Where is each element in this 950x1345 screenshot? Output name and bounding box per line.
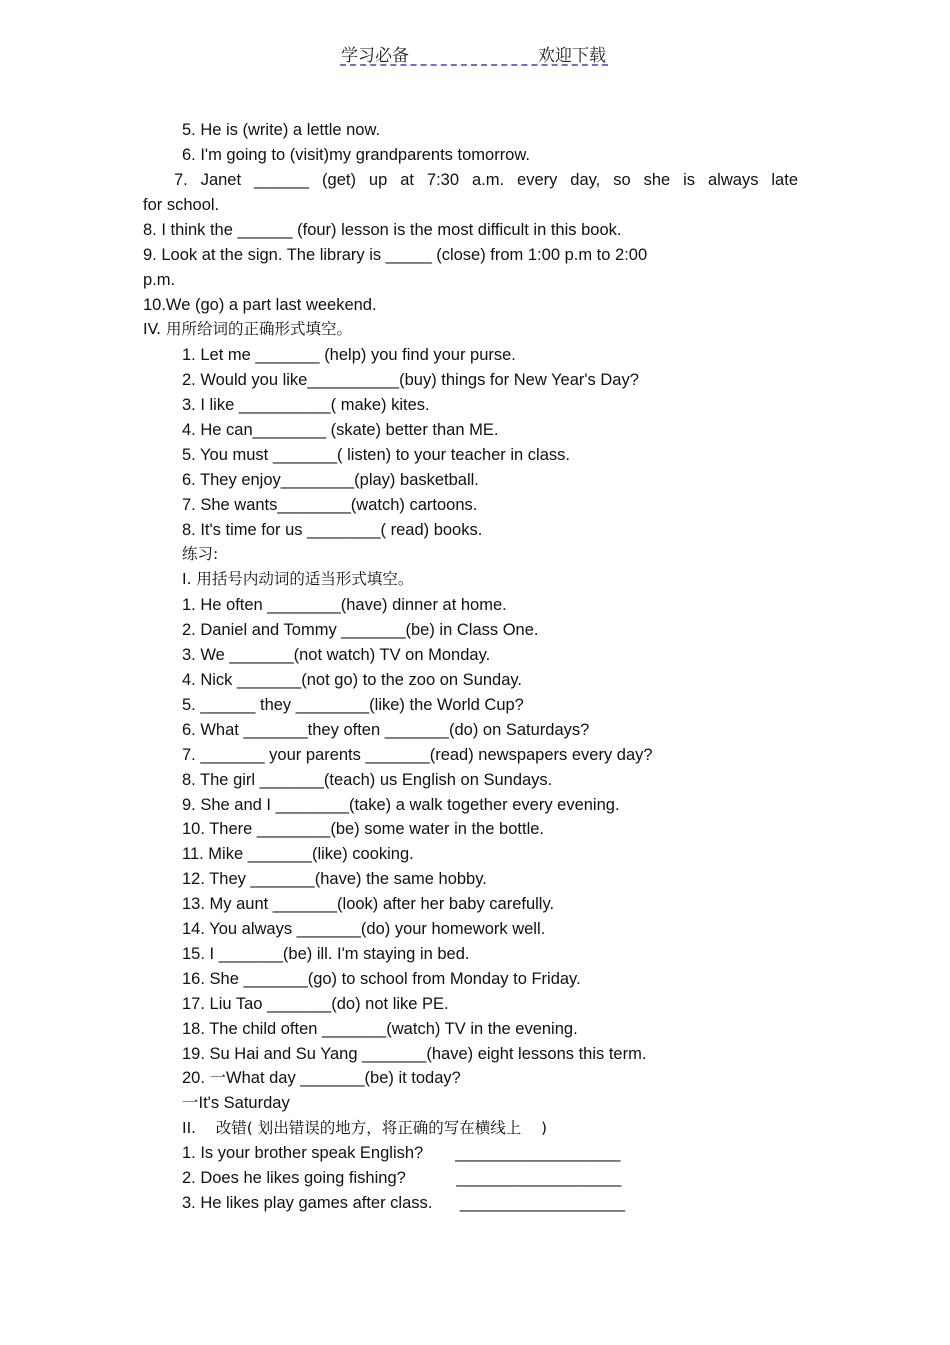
page-header	[340, 40, 608, 66]
text-line: for school.	[143, 196, 220, 214]
text-line: 2. Would you like__________(buy) things for New Year's Day?	[182, 371, 639, 389]
text-line: 9. Look at the sign. The library is _____ (close) from 1:00 p.m to 2:00	[143, 246, 648, 264]
text-line: 1. He often ________(have) dinner at home.	[182, 596, 507, 614]
text-line: 7. She wants________(watch) cartoons.	[182, 496, 478, 514]
text-line: 18. The child often _______(watch) TV in the evening.	[182, 1020, 578, 1038]
text-line: 5. He is (write) a lettle now.	[182, 121, 381, 139]
text-line: 3. We _______(not watch) TV on Monday.	[182, 646, 491, 664]
section-heading: II. 改错( 划出错误的地方，将正确的写在横线上 )	[182, 1119, 548, 1137]
text-line: 7. Janet ______ (get) up at 7:30 a.m. every day, so she is always late	[174, 171, 798, 189]
text-line: 1. Let me _______ (help) you find your purse.	[182, 346, 516, 364]
text-line: 一It's Saturday	[182, 1094, 290, 1112]
text-line: 6. What _______they often _______(do) on Saturdays?	[182, 721, 590, 739]
text-line: 3. He likes play games after class. __________________	[182, 1194, 626, 1212]
text-line: 8. I think the ______ (four) lesson is the most difficult in this book.	[143, 221, 622, 239]
header-left-text: 学习必备	[341, 46, 409, 66]
text-line: 15. I _______(be) ill. I'm staying in bed.	[182, 945, 470, 963]
text-line: 6. They enjoy________(play) basketball.	[182, 471, 479, 489]
text-line: 8. The girl _______(teach) us English on Sundays.	[182, 771, 553, 789]
section-heading: 练习:	[182, 545, 219, 563]
header-right-text: 欢迎下载	[538, 46, 606, 66]
section-heading: I. 用括号内动词的适当形式填空。	[182, 570, 414, 588]
text-line: 7. _______ your parents _______(read) newspapers every day?	[182, 746, 653, 764]
text-line: 1. Is your brother speak English? __________________	[182, 1144, 621, 1162]
text-line: 10. There ________(be) some water in the bottle.	[182, 820, 545, 838]
text-line: 6. I'm going to (visit)my grandparents tomorrow.	[182, 146, 530, 164]
text-line: 4. He can________ (skate) better than ME.	[182, 421, 499, 439]
text-line: 20. 一What day _______(be) it today?	[182, 1069, 461, 1087]
text-line: 4. Nick _______(not go) to the zoo on Sunday.	[182, 671, 523, 689]
text-line: 16. She _______(go) to school from Monday to Friday.	[182, 970, 581, 988]
text-line: 10.We (go) a part last weekend.	[143, 296, 377, 314]
text-line: 2. Does he likes going fishing? __________________	[182, 1169, 622, 1187]
text-line: 14. You always _______(do) your homework well.	[182, 920, 546, 938]
text-line: 5. You must _______( listen) to your teacher in class.	[182, 446, 570, 464]
text-line: 11. Mike _______(like) cooking.	[182, 845, 414, 863]
text-line: 17. Liu Tao _______(do) not like PE.	[182, 995, 449, 1013]
text-line: 12. They _______(have) the same hobby.	[182, 870, 487, 888]
text-line: 13. My aunt _______(look) after her baby carefully.	[182, 895, 555, 913]
text-line: 2. Daniel and Tommy _______(be) in Class One.	[182, 621, 539, 639]
text-line: 3. I like __________( make) kites.	[182, 396, 430, 414]
text-line: 19. Su Hai and Su Yang _______(have) eight lessons this term.	[182, 1045, 647, 1063]
text-line: p.m.	[143, 271, 176, 289]
section-heading: IV. 用所给词的正确形式填空。	[143, 320, 353, 338]
text-line: 5. ______ they ________(like) the World Cup?	[182, 696, 524, 714]
text-line: 8. It's time for us ________( read) books.	[182, 521, 483, 539]
text-line: 9. She and I ________(take) a walk together every evening.	[182, 796, 620, 814]
